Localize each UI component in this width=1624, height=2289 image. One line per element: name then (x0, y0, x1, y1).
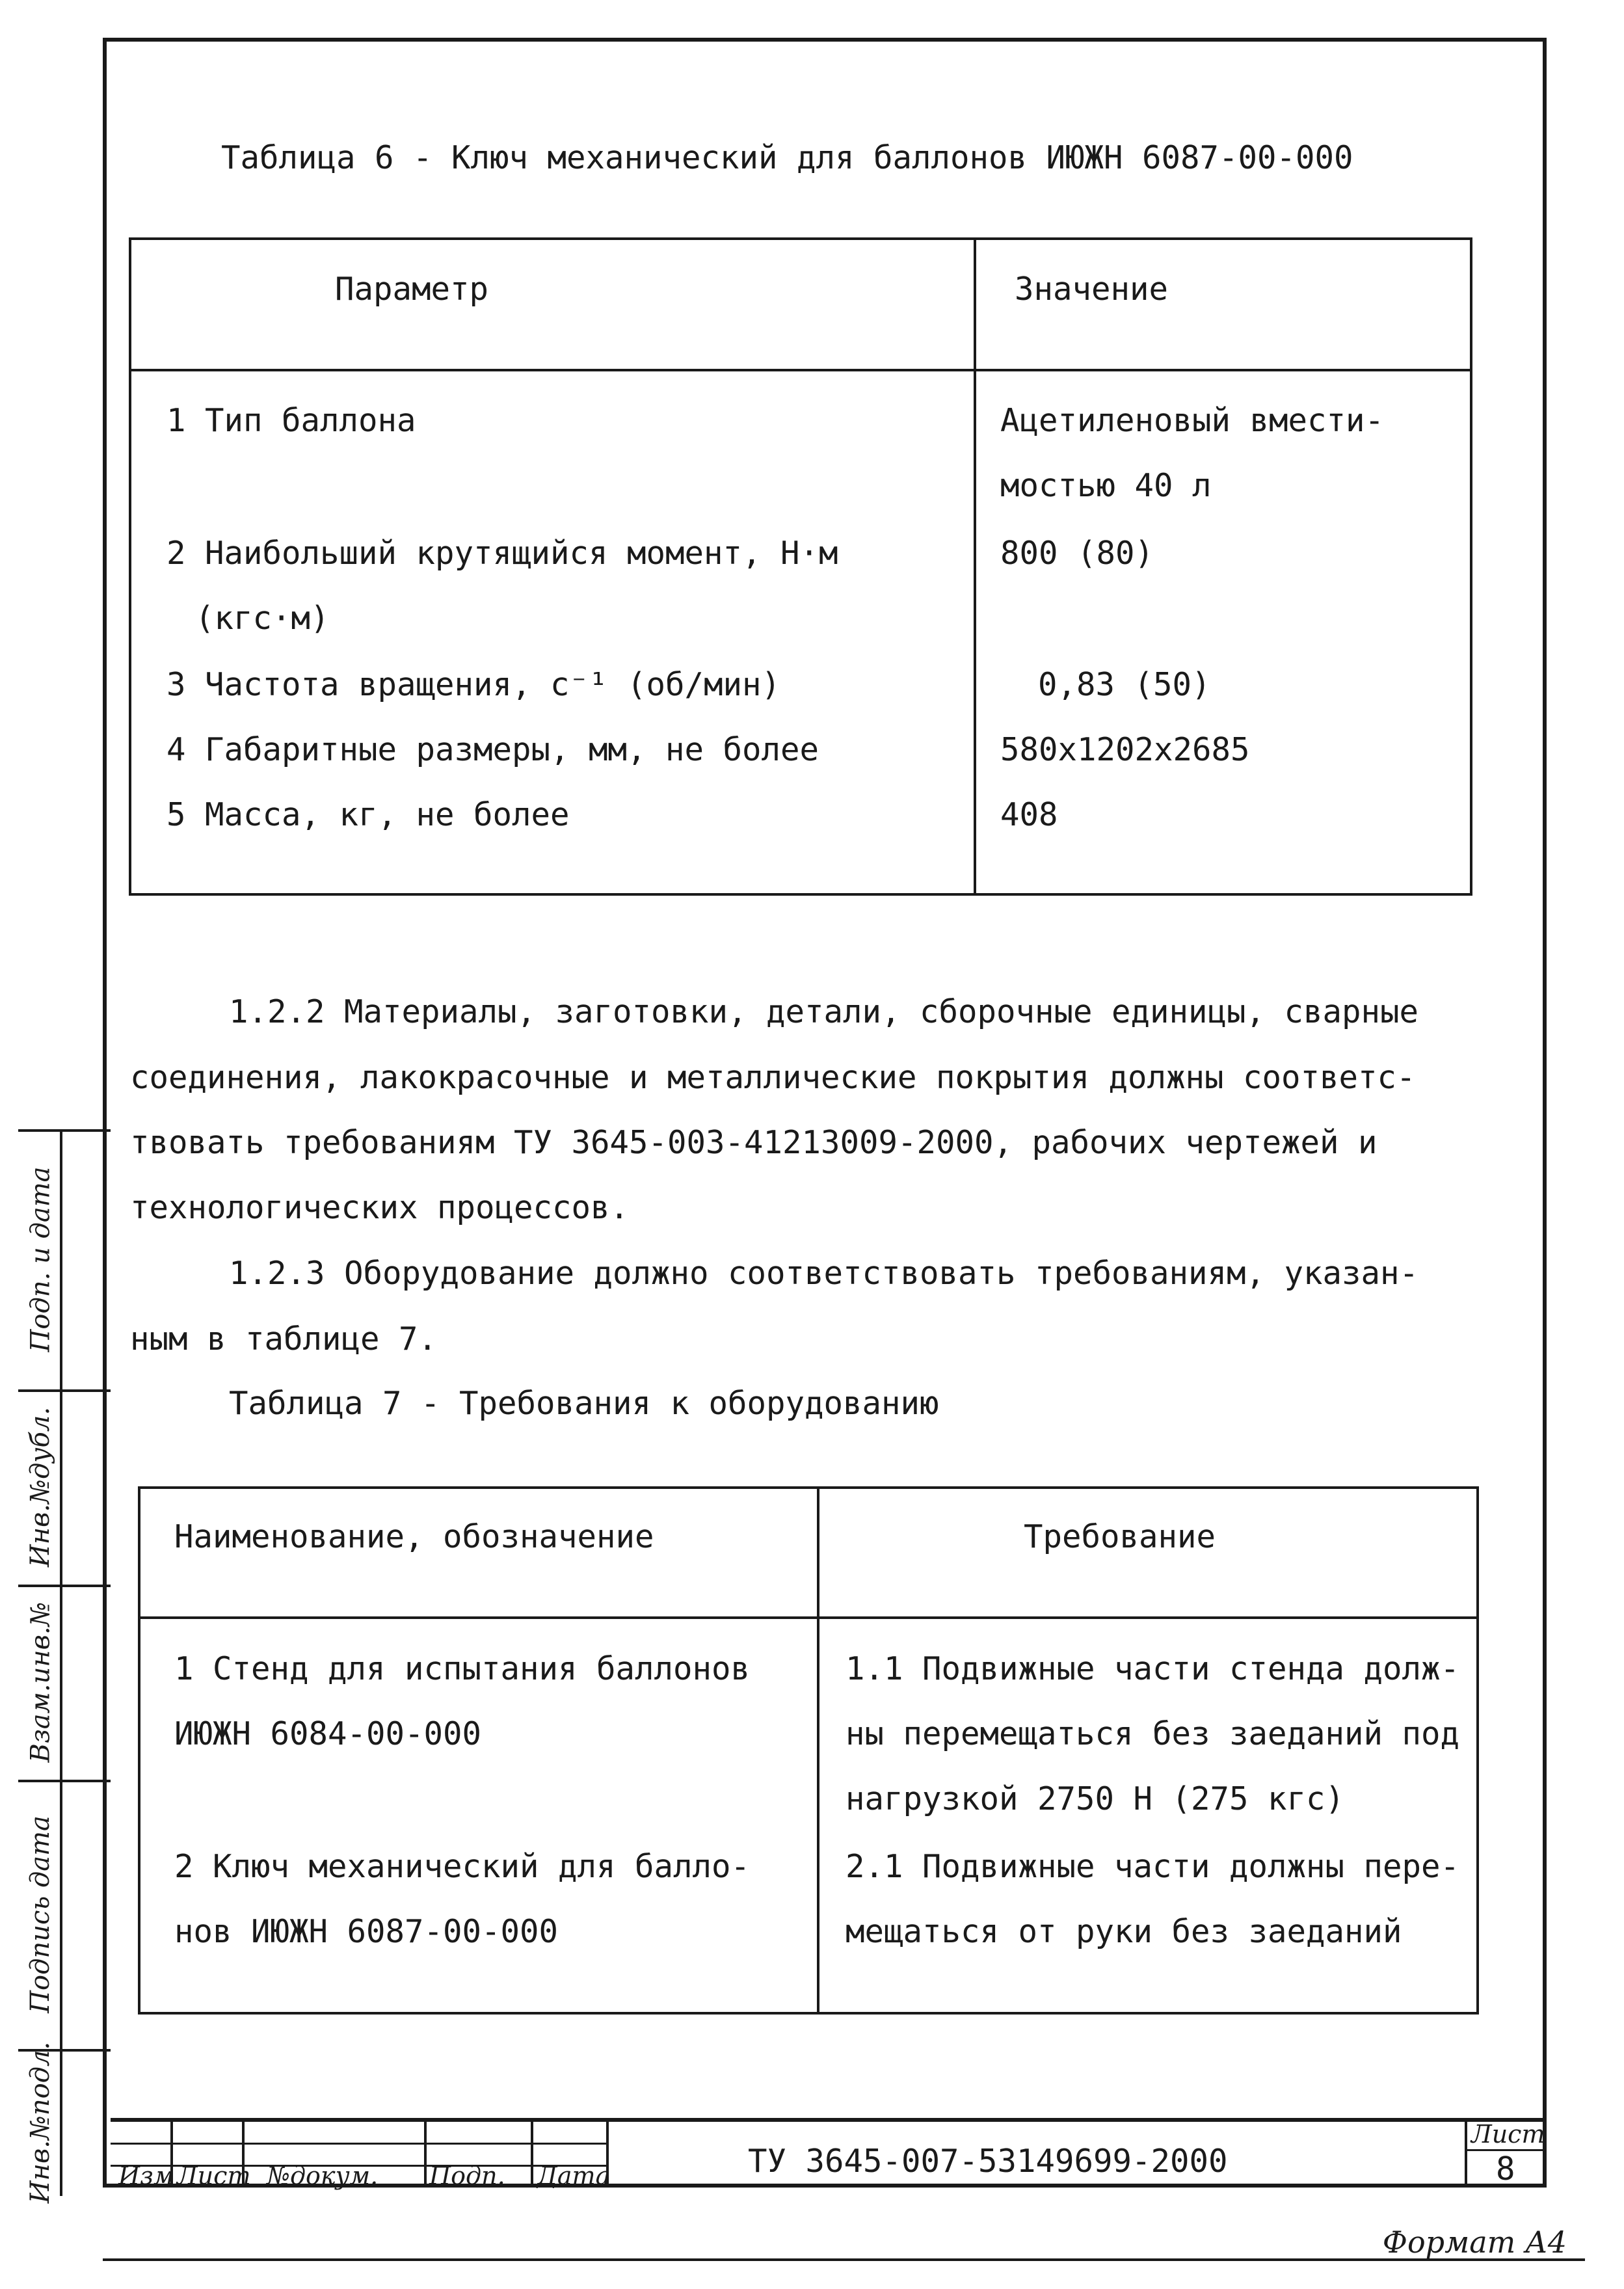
table7-caption: Таблица 7 - Требования к оборудованию (229, 1385, 939, 1422)
table6-row5-value: 408 (1000, 796, 1058, 833)
table7-header-req: Требование (1024, 1518, 1216, 1555)
table7-row1-req-c: нагрузкой 2750 Н (275 кгс) (845, 1780, 1345, 1817)
table7-row1-req-b: ны перемещаться без заеданий под (845, 1715, 1460, 1752)
table7-row1-name-a: 1 Стенд для испытания баллонов (174, 1650, 751, 1687)
table6-row3-value: 0,83 (50) (1038, 666, 1211, 703)
strip-inv-dubl: Инв.№дубл. (25, 1406, 56, 1568)
bottom-rule (103, 2258, 1585, 2261)
table6-header-param: Параметр (335, 271, 489, 308)
title-col-list: Лист (177, 2162, 251, 2190)
table7-row2-name-b: нов ИЮЖН 6087-00-000 (174, 1913, 559, 1950)
title-col-izm: Изм (118, 2162, 174, 2190)
strip-vzam-inv: Взам.инв.№ (25, 1601, 55, 1763)
para-122-line3: твовать требованиям ТУ 3645-003-41213009-2000, рабочих чертежей и (130, 1124, 1378, 1161)
table6-caption: Таблица 6 - Ключ механический для баллонов ИЮЖН 6087-00-000 (221, 139, 1353, 176)
strip-podpis-data: Подпись дата (25, 1815, 55, 2013)
format-label: Формат А4 (1382, 2225, 1567, 2260)
table7-row1-name-b: ИЮЖН 6084-00-000 (174, 1715, 482, 1752)
table7-row2-req-b: мещаться от руки без заеданий (845, 1913, 1402, 1950)
table7-row2-name-a: 2 Ключ механический для балло- (174, 1848, 751, 1885)
para-122-line1: 1.2.2 Материалы, заготовки, детали, сборочные единицы, сварные (229, 993, 1419, 1030)
sheet-number: 8 (1496, 2150, 1515, 2188)
table6-row4-value: 580х1202х2685 (1000, 731, 1250, 768)
table6-row2-value: 800 (80) (1000, 535, 1154, 572)
table6-row1-value-b: мостью 40 л (1000, 467, 1212, 504)
table7-row2-req-a: 2.1 Подвижные части должны пере- (845, 1848, 1460, 1885)
table6-row1-value-a: Ацетиленовый вмести- (1000, 402, 1385, 439)
table6-row1-param: 1 Тип баллона (166, 402, 416, 439)
table6-row3-param: 3 Частота вращения, с⁻¹ (об/мин) (166, 666, 781, 703)
title-col-ndokum: №докум. (267, 2162, 379, 2190)
table6-row5-param: 5 Масса, кг, не более (166, 796, 570, 833)
title-col-data: Дата (537, 2162, 611, 2190)
para-123-line2: ным в таблице 7. (130, 1320, 438, 1358)
table6-row2-param-a: 2 Наибольший крутящийся момент, Н·м (166, 535, 838, 572)
para-122-line4: технологических процессов. (130, 1189, 630, 1226)
strip-inv-podl: Инв.№подл. (25, 2041, 55, 2204)
document-code: ТУ 3645-007-53149699-2000 (748, 2143, 1228, 2180)
strip-sign-date: Подп. и дата (25, 1166, 55, 1352)
table7-header-name: Наименование, обозначение (174, 1518, 654, 1555)
table7-row1-req-a: 1.1 Подвижные части стенда долж- (845, 1650, 1460, 1687)
table6-header-value: Значение (1015, 271, 1169, 308)
table6-row2-param-b: (кгс·м) (195, 600, 330, 637)
para-122-line2: соединения, лакокрасочные и металлические покрытия должны соответс- (130, 1059, 1416, 1096)
title-col-podp: Подп. (429, 2162, 505, 2190)
para-123-line1: 1.2.3 Оборудование должно соответствовать требованиям, указан- (229, 1255, 1419, 1292)
table6-row4-param: 4 Габаритные размеры, мм, не более (166, 731, 819, 768)
left-margin-strip (18, 1129, 111, 2204)
sheet-label: Лист (1471, 2120, 1545, 2148)
